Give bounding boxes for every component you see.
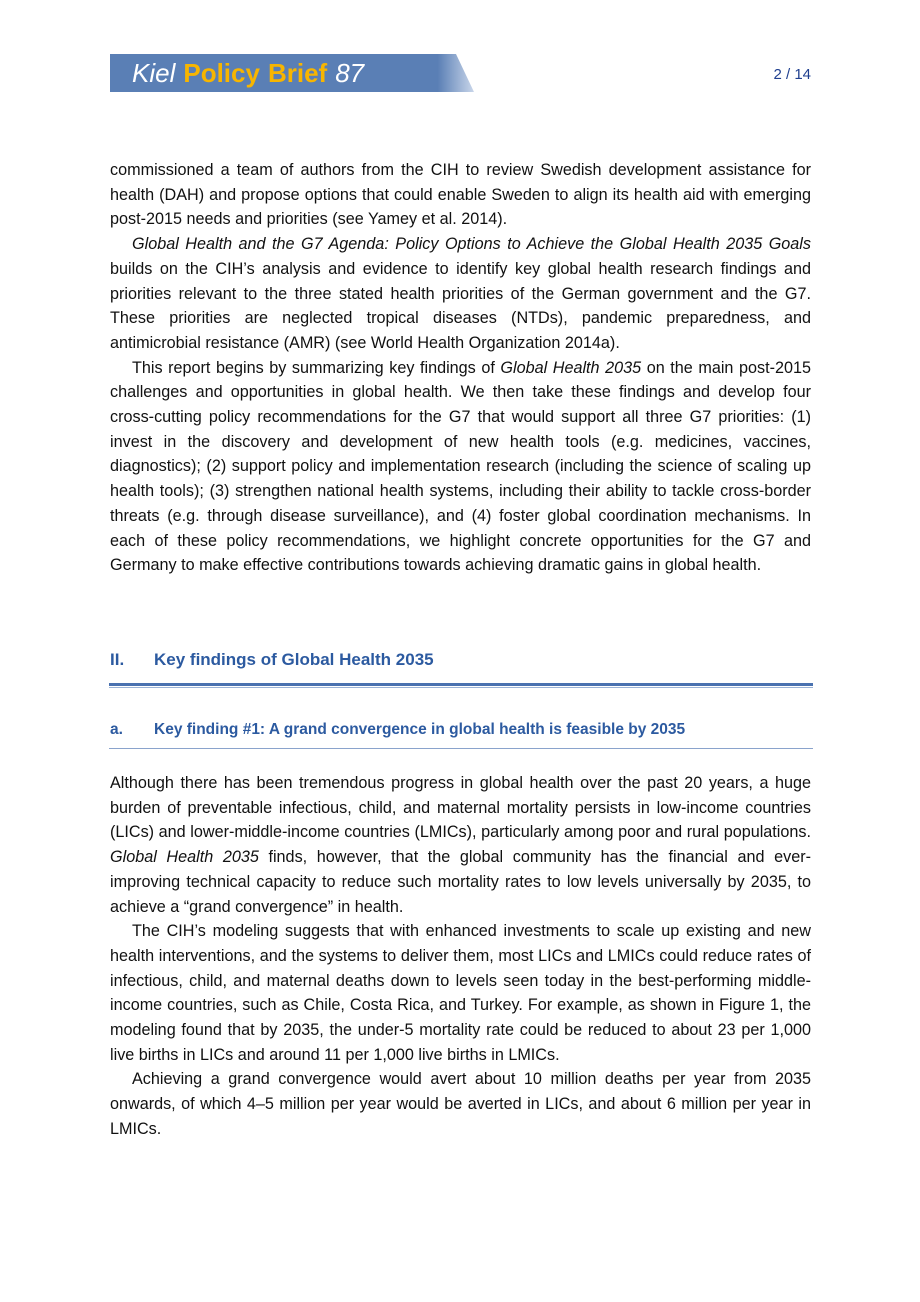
paragraph-text: finds, however, that the global community has the financial and ever-improving technical capacity to reduce such mortality rates to low levels universally by 2035, to achieve a “grand convergence” in health. — [110, 848, 812, 916]
section-divider — [109, 683, 813, 688]
page-number: 2 / 14 — [773, 66, 811, 83]
section-heading — [110, 648, 813, 672]
paragraph-text: builds on the CIH’s analysis and evidence to identify key global health research findings and priorities relevant to the three stated health priorities of the German government and the G7. These priorities are neglected tropical diseases (NTDs), pandemic preparedness, and antimicrobial resistance (AMR) (see World Health Organization 2014a). — [110, 259, 811, 352]
paragraph-text: This report begins by summarizing key findings of — [132, 358, 501, 377]
banner-word-kiel: Kiel — [132, 58, 176, 88]
section-title-text: Key findings of Global Health 2035 — [154, 650, 434, 669]
section-number: II. — [110, 650, 125, 669]
paragraph — [110, 771, 811, 919]
body-text — [110, 771, 811, 1142]
subsection-letter: a. — [110, 721, 123, 738]
banner-word-brief: Brief — [267, 58, 328, 88]
banner-issue-number: 87 — [335, 58, 365, 88]
italic-title: Global Health 2035 — [110, 848, 259, 867]
subsection-divider — [109, 748, 813, 749]
header-banner — [110, 54, 474, 92]
banner-word-policy: Policy — [183, 58, 260, 88]
paragraph-text: Although there has been tremendous progress in global health over the past 20 years, a huge burden of preventable infectious, child, and maternal mortality persists in low-income countries (LICs) and lower-middle-income countries (LMICs), particularly among poor and rural populations. — [110, 774, 811, 842]
paragraph — [110, 232, 811, 356]
subsection-title-text: Key finding #1: A grand convergence in global health is feasible by 2035 — [154, 721, 686, 738]
paragraph: The CIH’s modeling suggests that with enhanced investments to scale up existing and new health interventions, and the systems to deliver them, most LICs and LMICs could reduce rates of infectious, child, and maternal deaths down to levels seen today in the best-performing middle-income countries, such as Chile, Costa Rica, and Turkey. For example, as shown in Figure 1, the modeling found that by 2035, the under-5 mortality rate could be reduced to about 23 per 1,000 live births in LICs and around 11 per 1,000 live births in LMICs. — [110, 922, 811, 1064]
paragraph-text: on the main post-2015 challenges and opportunities in global health. We then take these findings and develop four cross-cutting policy recommendations for the G7 that would support all three G7 priorities: (1) invest in the discovery and development of new health tools (e.g. medicines, vaccines, diagnostics); (2) support policy and implementation research (including the science of scaling up health tools); (3) strengthen national health systems, including their ability to tackle cross-border threats (e.g. through disease surveillance), and (4) foster global coordination mechanisms. In each of these policy recommendations, we highlight concrete opportunities for the G7 and Germany to make effective contributions towards achieving dramatic gains in global health. — [110, 358, 811, 575]
banner-title — [132, 57, 364, 89]
paragraph — [110, 356, 811, 578]
paragraph: Achieving a grand convergence would avert about 10 million deaths per year from 2035 onwards, of which 4–5 million per year would be averted in LICs, and about 6 million per year in LMICs. — [110, 1070, 811, 1138]
intro-text — [110, 158, 811, 578]
subsection-heading — [110, 719, 813, 741]
italic-title: Global Health 2035 — [500, 358, 642, 377]
paragraph: commissioned a team of authors from the CIH to review Swedish development assistance for health (DAH) and propose options that could enable Sweden to align its health aid with emerging post-2015 needs and priorities (see Yamey et al. 2014). — [110, 161, 811, 229]
italic-title: Global Health and the G7 Agenda: Policy Options to Achieve the Global Health 2035 Goals — [132, 235, 811, 254]
